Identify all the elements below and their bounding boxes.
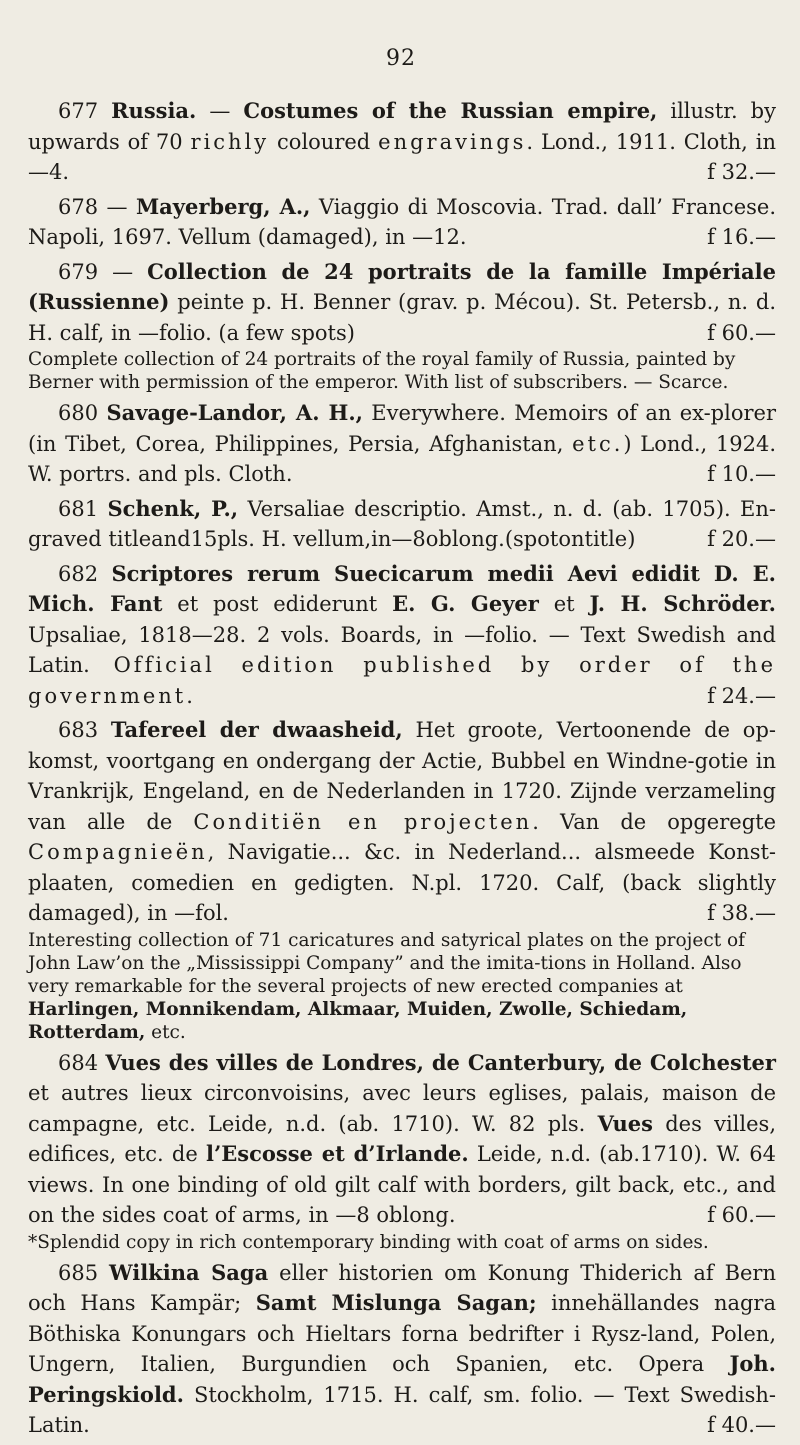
- entry-price: f 40.—: [707, 1413, 776, 1437]
- entry-number: 684: [58, 1050, 99, 1075]
- entry-number: 683: [58, 718, 99, 742]
- entry-title: Scriptores rerum Suecicarum medii Aevi edidit D. E. Mich. Fant: [28, 560, 776, 616]
- page-number: 92: [386, 46, 416, 71]
- entry-number: 685: [58, 1260, 99, 1285]
- entry-note: Interesting collection of 71 caricatures and satyrical plates on the project of John Law’on the „Mississippi Company” and the imita-tions in Holland. Also very remarkable for the several projects of new erected companies at Harlingen, Monnikendam, Alkmaar, Muiden, Zwolle, Schiedam, Rotterdam, etc.: [28, 929, 746, 1043]
- catalogue-entry: 678 — Mayerberg, A., Viaggio di Moscovia. Trad. dall’ Francese. Napoli, 1697. Vellum (damaged), in —12. f 16.—: [28, 192, 776, 253]
- entry-number: 678: [58, 194, 99, 219]
- entry-price: f 10.—: [707, 462, 776, 486]
- catalogue-entries: [28, 96, 776, 1445]
- catalogue-entry: 685 Wilkina Saga eller historien om Konung Thiderich af Bern och Hans Kampär; Samt Mislunga Sagan; innehällandes nagra Böthiska Konungars och Hieltars forna bedrifter i Rysz-land, Polen, Ungern, Italien, Burgundien och Spanien, etc. Opera Joh. Peringskiold. Stockholm, 1715. H. calf, sm. folio. — Text Swedish-Latin. f 40.—: [28, 1258, 776, 1441]
- entry-title: Russia.: [111, 98, 197, 123]
- entry-title: Tafereel der dwaasheid,: [110, 717, 403, 742]
- entry-number: 682: [58, 561, 99, 586]
- entry-price: f 20.—: [707, 527, 776, 551]
- entry-title: Savage-Landor, A. H.,: [106, 400, 363, 425]
- entry-title: Wilkina Saga: [109, 1259, 269, 1285]
- entry-title: Collection de 24 portraits de la famille Impériale (Russienne): [28, 258, 776, 314]
- catalogue-entry: 681 Schenk, P., Versaliae descriptio. Amst., n. d. (ab. 1705). En-graved titleand15pls. H. vellum,in—8oblong.(spotontitle) f 20.—: [28, 494, 776, 555]
- entry-title: Mayerberg, A.,: [135, 193, 311, 219]
- entry-heading: Costumes of the Russian empire,: [243, 98, 658, 123]
- entry-number: 681: [58, 496, 99, 521]
- entry-title: Schenk, P.,: [107, 495, 239, 521]
- catalogue-entry: 684 Vues des villes de Londres, de Canterbury, de Colchester et autres lieux circonvoisins, avec leurs eglises, palais, maison de campagne, etc. Leide, n.d. (ab. 1710). W. 82 pls. Vues des villes, edifices, etc. de l’Escosse et d’Irlande. Leide, n.d. (ab.1710). W. 64 views. In one binding of old gilt calf with borders, gilt back, etc., and on the sides coat of arms, in —8 oblong. f 60.— *Splendid copy in rich contemporary binding with coat of arms on sides.: [28, 1049, 776, 1253]
- catalogue-entry: 679 — Collection de 24 portraits de la famille Impériale (Russienne) peinte p. H. Benner (grav. p. Mécou). St. Petersb., n. d. H. calf, in —folio. (a few spots) f 60.— Complete collection of 24 portraits of the royal family of Russia, painted by Berner with permission of the emperor. With list of subscribers. — Scarce.: [28, 258, 776, 393]
- entry-price: f 24.—: [707, 683, 776, 708]
- entry-note: *Splendid copy in rich contemporary binding with coat of arms on sides.: [28, 1231, 709, 1253]
- entry-price: f 60.—: [707, 1203, 776, 1227]
- entry-number: 680: [58, 401, 99, 425]
- entry-price: f 16.—: [707, 225, 776, 249]
- catalogue-entry: 680 Savage-Landor, A. H., Everywhere. Memoirs of an ex-plorer (in Tibet, Corea, Philippines, Persia, Afghanistan, etc.) Lond., 1924. W. portrs. and pls. Cloth. f 10.—: [28, 398, 776, 490]
- catalogue-entry: 683 Tafereel der dwaasheid, Het groote, Vertoonende de op-komst, voortgang en ondergang der Actie, Bubbel en Windne-gotie in Vrankrijk, Engeland, en de Nederlanden in 1720. Zijnde verzameling van alle de Conditiën en projecten. Van de opgeregte Compagnieën, Navigatie... &c. in Nederland... alsmeede Konst-plaaten, comedien en gedigten. N.pl. 1720. Calf, (back slightly damaged), in —fol. f 38.— Interesting collection of 71 caricatures and satyrical plates on the project of John Law’on the „Mississippi Company” and the imita-tions in Holland. Also very remarkable for the several projects of new erected companies at Harlingen, Monnikendam, Alkmaar, Muiden, Zwolle, Schiedam, Rotterdam, etc.: [28, 717, 777, 1043]
- entry-title: Vues des villes de Londres, de Canterbury, de Colchester: [105, 1049, 776, 1075]
- entry-note: Complete collection of 24 portraits of the royal family of Russia, painted by Berner with permission of the emperor. With list of subscribers. — Scarce.: [28, 349, 736, 393]
- entry-price: f 60.—: [707, 320, 776, 345]
- entry-number: 677: [58, 99, 99, 123]
- catalogue-entry: 677 Russia. — Costumes of the Russian empire, illustr. by upwards of 70 richly coloured engravings. Lond., 1911. Cloth, in —4. f 32.—: [28, 96, 776, 188]
- catalogue-entry: 682 Scriptores rerum Suecicarum medii Aevi edidit D. E. Mich. Fant et post ediderunt E. G. Geyer et J. H. Schröder. Upsaliae, 1818—28. 2 vols. Boards, in —folio. — Text Swedish and Latin. Official edition published by order of the government. f 24.—: [28, 559, 776, 712]
- entry-price: f 32.—: [707, 160, 776, 184]
- entry-number: 679: [58, 259, 99, 284]
- entry-price: f 38.—: [707, 901, 776, 925]
